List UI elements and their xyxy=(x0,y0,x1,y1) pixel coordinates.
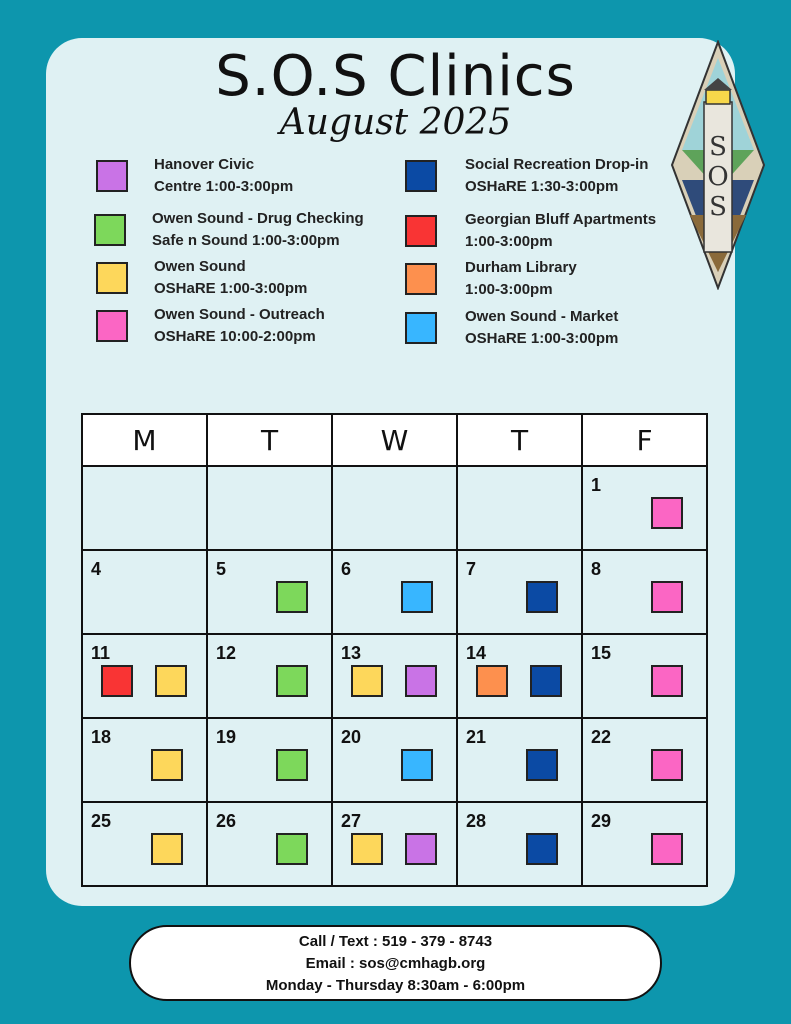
legend-swatch xyxy=(96,310,128,342)
clinic-event-marker xyxy=(276,749,308,781)
calendar-day-cell xyxy=(82,718,207,802)
weekday-header-row xyxy=(82,414,707,466)
calendar-day-cell xyxy=(207,802,332,886)
day-number: 25 xyxy=(91,811,112,831)
calendar-day-cell xyxy=(207,550,332,634)
logo-letter-s1: S xyxy=(709,132,727,162)
sos-lighthouse-logo xyxy=(670,40,766,290)
clinic-event-marker xyxy=(101,665,133,697)
clinic-event-marker xyxy=(401,749,433,781)
weekday-monday: M xyxy=(82,414,207,466)
clinic-event-marker xyxy=(526,833,558,865)
contact-email: Email : sos@cmhagb.org xyxy=(305,955,486,972)
day-number: 29 xyxy=(591,811,612,831)
clinic-event-marker xyxy=(651,665,683,697)
day-number: 8 xyxy=(591,559,602,579)
page-subtitle: August 2025 xyxy=(279,102,512,143)
day-number: 13 xyxy=(341,643,362,663)
day-number: 11 xyxy=(91,643,111,663)
day-number: 5 xyxy=(216,559,227,579)
calendar-day-cell xyxy=(582,718,707,802)
calendar-day-cell xyxy=(457,718,582,802)
calendar-day-cell xyxy=(332,634,457,718)
clinic-event-marker xyxy=(526,749,558,781)
calendar-day-cell xyxy=(332,466,457,550)
clinic-event-marker xyxy=(476,665,508,697)
clinic-calendar xyxy=(81,413,708,887)
day-number: 21 xyxy=(466,727,487,747)
calendar-day-cell xyxy=(82,550,207,634)
calendar-day-cell xyxy=(332,550,457,634)
clinic-event-marker xyxy=(155,665,187,697)
calendar-day-cell xyxy=(457,466,582,550)
clinic-event-marker xyxy=(530,665,562,697)
legend-swatch xyxy=(405,263,437,295)
weekday-thursday: T xyxy=(457,414,582,466)
legend-label: Hanover Civic Centre 1:00-3:00pm xyxy=(154,156,294,195)
legend-swatch xyxy=(405,312,437,344)
calendar-day-cell xyxy=(82,634,207,718)
contact-info-box xyxy=(129,925,662,1001)
clinic-event-marker xyxy=(651,749,683,781)
clinic-event-marker xyxy=(405,833,437,865)
legend-label: Owen Sound - Market OSHaRE 1:00-3:00pm xyxy=(465,308,619,347)
clinic-event-marker xyxy=(651,833,683,865)
day-number: 22 xyxy=(591,727,612,747)
calendar-day-cell xyxy=(582,802,707,886)
calendar-day-cell xyxy=(457,634,582,718)
contact-phone: Call / Text : 519 - 379 - 8743 xyxy=(298,933,493,950)
day-number: 1 xyxy=(591,475,602,495)
clinic-event-marker xyxy=(405,665,437,697)
calendar-week-row xyxy=(82,466,707,550)
clinic-event-marker xyxy=(151,749,183,781)
calendar-day-cell xyxy=(82,466,207,550)
calendar-week-row xyxy=(82,802,707,886)
calendar-day-cell xyxy=(207,466,332,550)
logo-letter-o: O xyxy=(707,162,729,192)
legend-swatch xyxy=(94,214,126,246)
day-number: 4 xyxy=(91,559,102,579)
clinic-event-marker xyxy=(651,497,683,529)
calendar-day-cell xyxy=(332,802,457,886)
clinic-event-marker xyxy=(276,665,308,697)
clinic-event-marker xyxy=(351,665,383,697)
day-number: 26 xyxy=(216,811,237,831)
calendar-day-cell xyxy=(457,802,582,886)
day-number: 7 xyxy=(466,559,477,579)
clinic-event-marker xyxy=(651,581,683,613)
calendar-week-row xyxy=(82,718,707,802)
clinic-event-marker xyxy=(276,833,308,865)
weekday-wednesday: W xyxy=(332,414,457,466)
legend-swatch xyxy=(96,160,128,192)
contact-hours: Monday - Thursday 8:30am - 6:00pm xyxy=(265,977,526,994)
day-number: 12 xyxy=(216,643,237,663)
day-number: 6 xyxy=(341,559,352,579)
legend-swatch xyxy=(405,215,437,247)
clinic-event-marker xyxy=(401,581,433,613)
calendar-day-cell xyxy=(332,718,457,802)
clinic-event-marker xyxy=(151,833,183,865)
calendar-day-cell xyxy=(207,634,332,718)
calendar-day-cell xyxy=(82,802,207,886)
page-title: S.O.S Clinics xyxy=(215,44,576,109)
calendar-day-cell xyxy=(582,550,707,634)
calendar-week-row xyxy=(82,550,707,634)
calendar-day-cell xyxy=(582,634,707,718)
weekday-friday: F xyxy=(582,414,707,466)
clinic-event-marker xyxy=(526,581,558,613)
day-number: 14 xyxy=(466,643,487,663)
day-number: 18 xyxy=(91,727,112,747)
legend-label: Owen Sound - Outreach OSHaRE 10:00-2:00pm xyxy=(154,306,325,345)
day-number: 28 xyxy=(466,811,487,831)
calendar-week-row xyxy=(82,634,707,718)
calendar-day-cell xyxy=(207,718,332,802)
clinic-event-marker xyxy=(276,581,308,613)
calendar-day-cell xyxy=(582,466,707,550)
legend-label: Owen Sound - Drug Checking Safe n Sound 1:00-3:00pm xyxy=(152,210,364,249)
day-number: 15 xyxy=(591,643,612,663)
clinic-event-marker xyxy=(351,833,383,865)
legend-label: Social Recreation Drop-in OSHaRE 1:30-3:00pm xyxy=(465,156,649,195)
legend-label: Owen Sound OSHaRE 1:00-3:00pm xyxy=(154,258,308,297)
day-number: 27 xyxy=(341,811,362,831)
calendar-day-cell xyxy=(457,550,582,634)
logo-letter-s2: S xyxy=(709,192,727,222)
legend-swatch xyxy=(96,262,128,294)
day-number: 19 xyxy=(216,727,237,747)
legend-label: Durham Library 1:00-3:00pm xyxy=(465,259,577,298)
weekday-tuesday: T xyxy=(207,414,332,466)
day-number: 20 xyxy=(341,727,362,747)
legend-label: Georgian Bluff Apartments 1:00-3:00pm xyxy=(465,211,657,250)
legend-swatch xyxy=(405,160,437,192)
